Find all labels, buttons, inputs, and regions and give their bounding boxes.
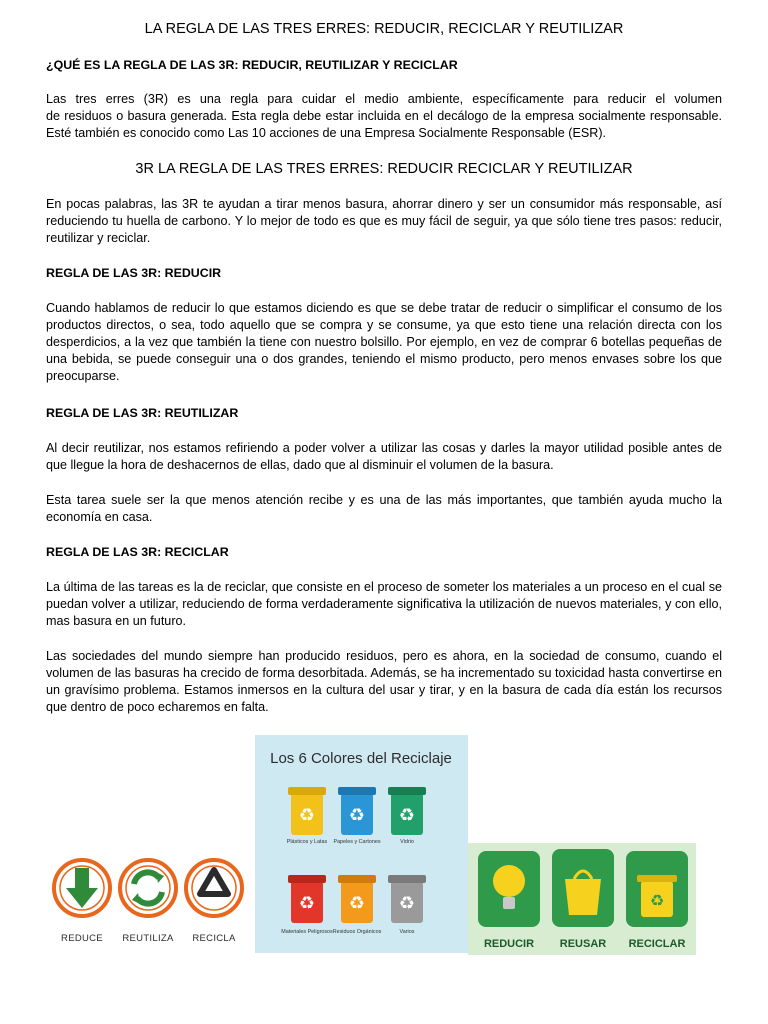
- document-title: LA REGLA DE LAS TRES ERRES: REDUCIR, RECICLAR Y REUTILIZAR: [144, 21, 624, 37]
- bin-label-organicos: Residuos Orgánicos: [332, 929, 382, 935]
- paragraph-reciclar-2: Las sociedades del mundo siempre han producido residuos, pero es ahora, en la sociedad de consumo, cuando el volumen de las basuras ha crecido de forma desorbitada. Además, se ha incrementado su toxicidad hasta convertirse en un gravísimo problema. Estamos inmersos en la cultura del usar y tirar, y en la basura de cada día están los recursos que dentro de poco echaremos en falta.: [46, 649, 722, 714]
- label-recicla: RECICLA: [192, 933, 236, 944]
- svg-text:♻: ♻: [298, 805, 316, 825]
- image-reducir-reusar-reciclar: [468, 843, 696, 955]
- heading-reciclar: REGLA DE LAS 3R: RECICLAR: [46, 545, 229, 559]
- bin-label-papeles: Papeles y Cartones: [333, 839, 381, 845]
- image-recycling-colors: [255, 735, 468, 953]
- bin-organicos: [338, 875, 376, 923]
- paragraph-summary: En pocas palabras, las 3R te ayudan a tirar menos basura, ahorrar dinero y ser un consumidor más responsable, así reduciendo tu huella de carbono. Y lo mejor de todo es que es muy fácil de seguir, ya que sólo tiene tres pasos: reducir, reutilizar y reciclar.: [46, 197, 722, 245]
- reciclar-bin-icon: [626, 851, 688, 927]
- heading-reutilizar: REGLA DE LAS 3R: REUTILIZAR: [46, 406, 239, 420]
- reducir-bulb-icon: [478, 851, 540, 927]
- bin-varios: [388, 875, 426, 923]
- svg-text:♻: ♻: [348, 893, 366, 913]
- bin-vidrio: [388, 787, 426, 835]
- svg-text:♻: ♻: [649, 893, 665, 910]
- question-heading: ¿QUÉ ES LA REGLA DE LAS 3R: REDUCIR, REUTILIZAR Y RECICLAR: [46, 58, 458, 72]
- svg-text:♻: ♻: [298, 893, 316, 913]
- label-reciclar: RECICLAR: [628, 938, 686, 950]
- intro-line-1: Las tres erres (3R) es una regla para cuidar el medio ambiente, específicamente para reducir el volumen: [46, 92, 722, 106]
- image-3r-icons: [46, 848, 246, 953]
- label-reducir: REDUCIR: [483, 938, 535, 950]
- intro-line-2: de residuos o basura generada. Esta regla debe estar incluida en el decálogo de la empresa socialmente responsable.: [46, 109, 722, 123]
- colors-title: Los 6 Colores del Reciclaje: [270, 750, 452, 767]
- bin-label-peligrosos: Materiales Peligrosos: [281, 929, 333, 935]
- svg-text:♻: ♻: [348, 805, 366, 825]
- label-reduce: REDUCE: [61, 933, 103, 944]
- paragraph-reducir: Cuando hablamos de reducir lo que estamos diciendo es que se debe tratar de reducir o simplificar el consumo de los productos directos, o sea, todo aquello que se compra y se consume, ya que esto tiene una relación directa con los desperdicios, a la vez que también la tiene con nuestro bolsillo. Por ejemplo, en vez de comprar 6 botellas pequeñas de una bebida, se puede conseguir una o dos grandes, teniendo el mismo producto, pero menos envases sobre los que preocuparse.: [46, 301, 722, 383]
- paragraph-reciclar-1: La última de las tareas es la de reciclar, que consiste en el proceso de someter los materiales a un proceso en el cual se puedan volver a utilizar, reduciendo de forma verdaderamente significativa la utilización de nuevos materiales, y con ello, mas basura en un futuro.: [46, 580, 722, 628]
- bin-label-vidrio: Vidrio: [400, 839, 414, 845]
- bin-label-plasticos: Plásticos y Latas: [286, 839, 328, 845]
- label-reusar: REUSAR: [559, 938, 607, 950]
- reuse-cycle-icon: [120, 860, 176, 916]
- bin-label-varios: Varios: [399, 929, 415, 935]
- reusar-bag-icon: [552, 849, 614, 927]
- intro-line-3: Esté también es conocido como Las 10 acciones de una Empresa Socialmente Responsable (ESR).: [46, 126, 607, 140]
- bin-papeles: [338, 787, 376, 835]
- bin-peligrosos: [288, 875, 326, 923]
- reduce-arrow-icon: [54, 860, 110, 916]
- section-subtitle: 3R LA REGLA DE LAS TRES ERRES: REDUCIR RECICLAR Y REUTILIZAR: [135, 161, 633, 177]
- paragraph-reutilizar-2: Esta tarea suele ser la que menos atención recibe y es una de las más importantes, que también ayuda mucho la economía en casa.: [46, 493, 722, 524]
- paragraph-reutilizar-1: Al decir reutilizar, nos estamos refiriendo a poder volver a utilizar las cosas y darles la mayor utilidad posible antes de que llegue la hora de deshacernos de ellas, dado que al disminuir el volumen de la basura.: [46, 441, 722, 472]
- svg-text:♻: ♻: [398, 893, 416, 913]
- bin-plasticos: [288, 787, 326, 835]
- recycle-triangle-icon: [186, 860, 242, 916]
- heading-reducir: REGLA DE LAS 3R: REDUCIR: [46, 266, 222, 280]
- svg-text:♻: ♻: [398, 805, 416, 825]
- label-reutiliza: REUTILIZA: [122, 933, 174, 944]
